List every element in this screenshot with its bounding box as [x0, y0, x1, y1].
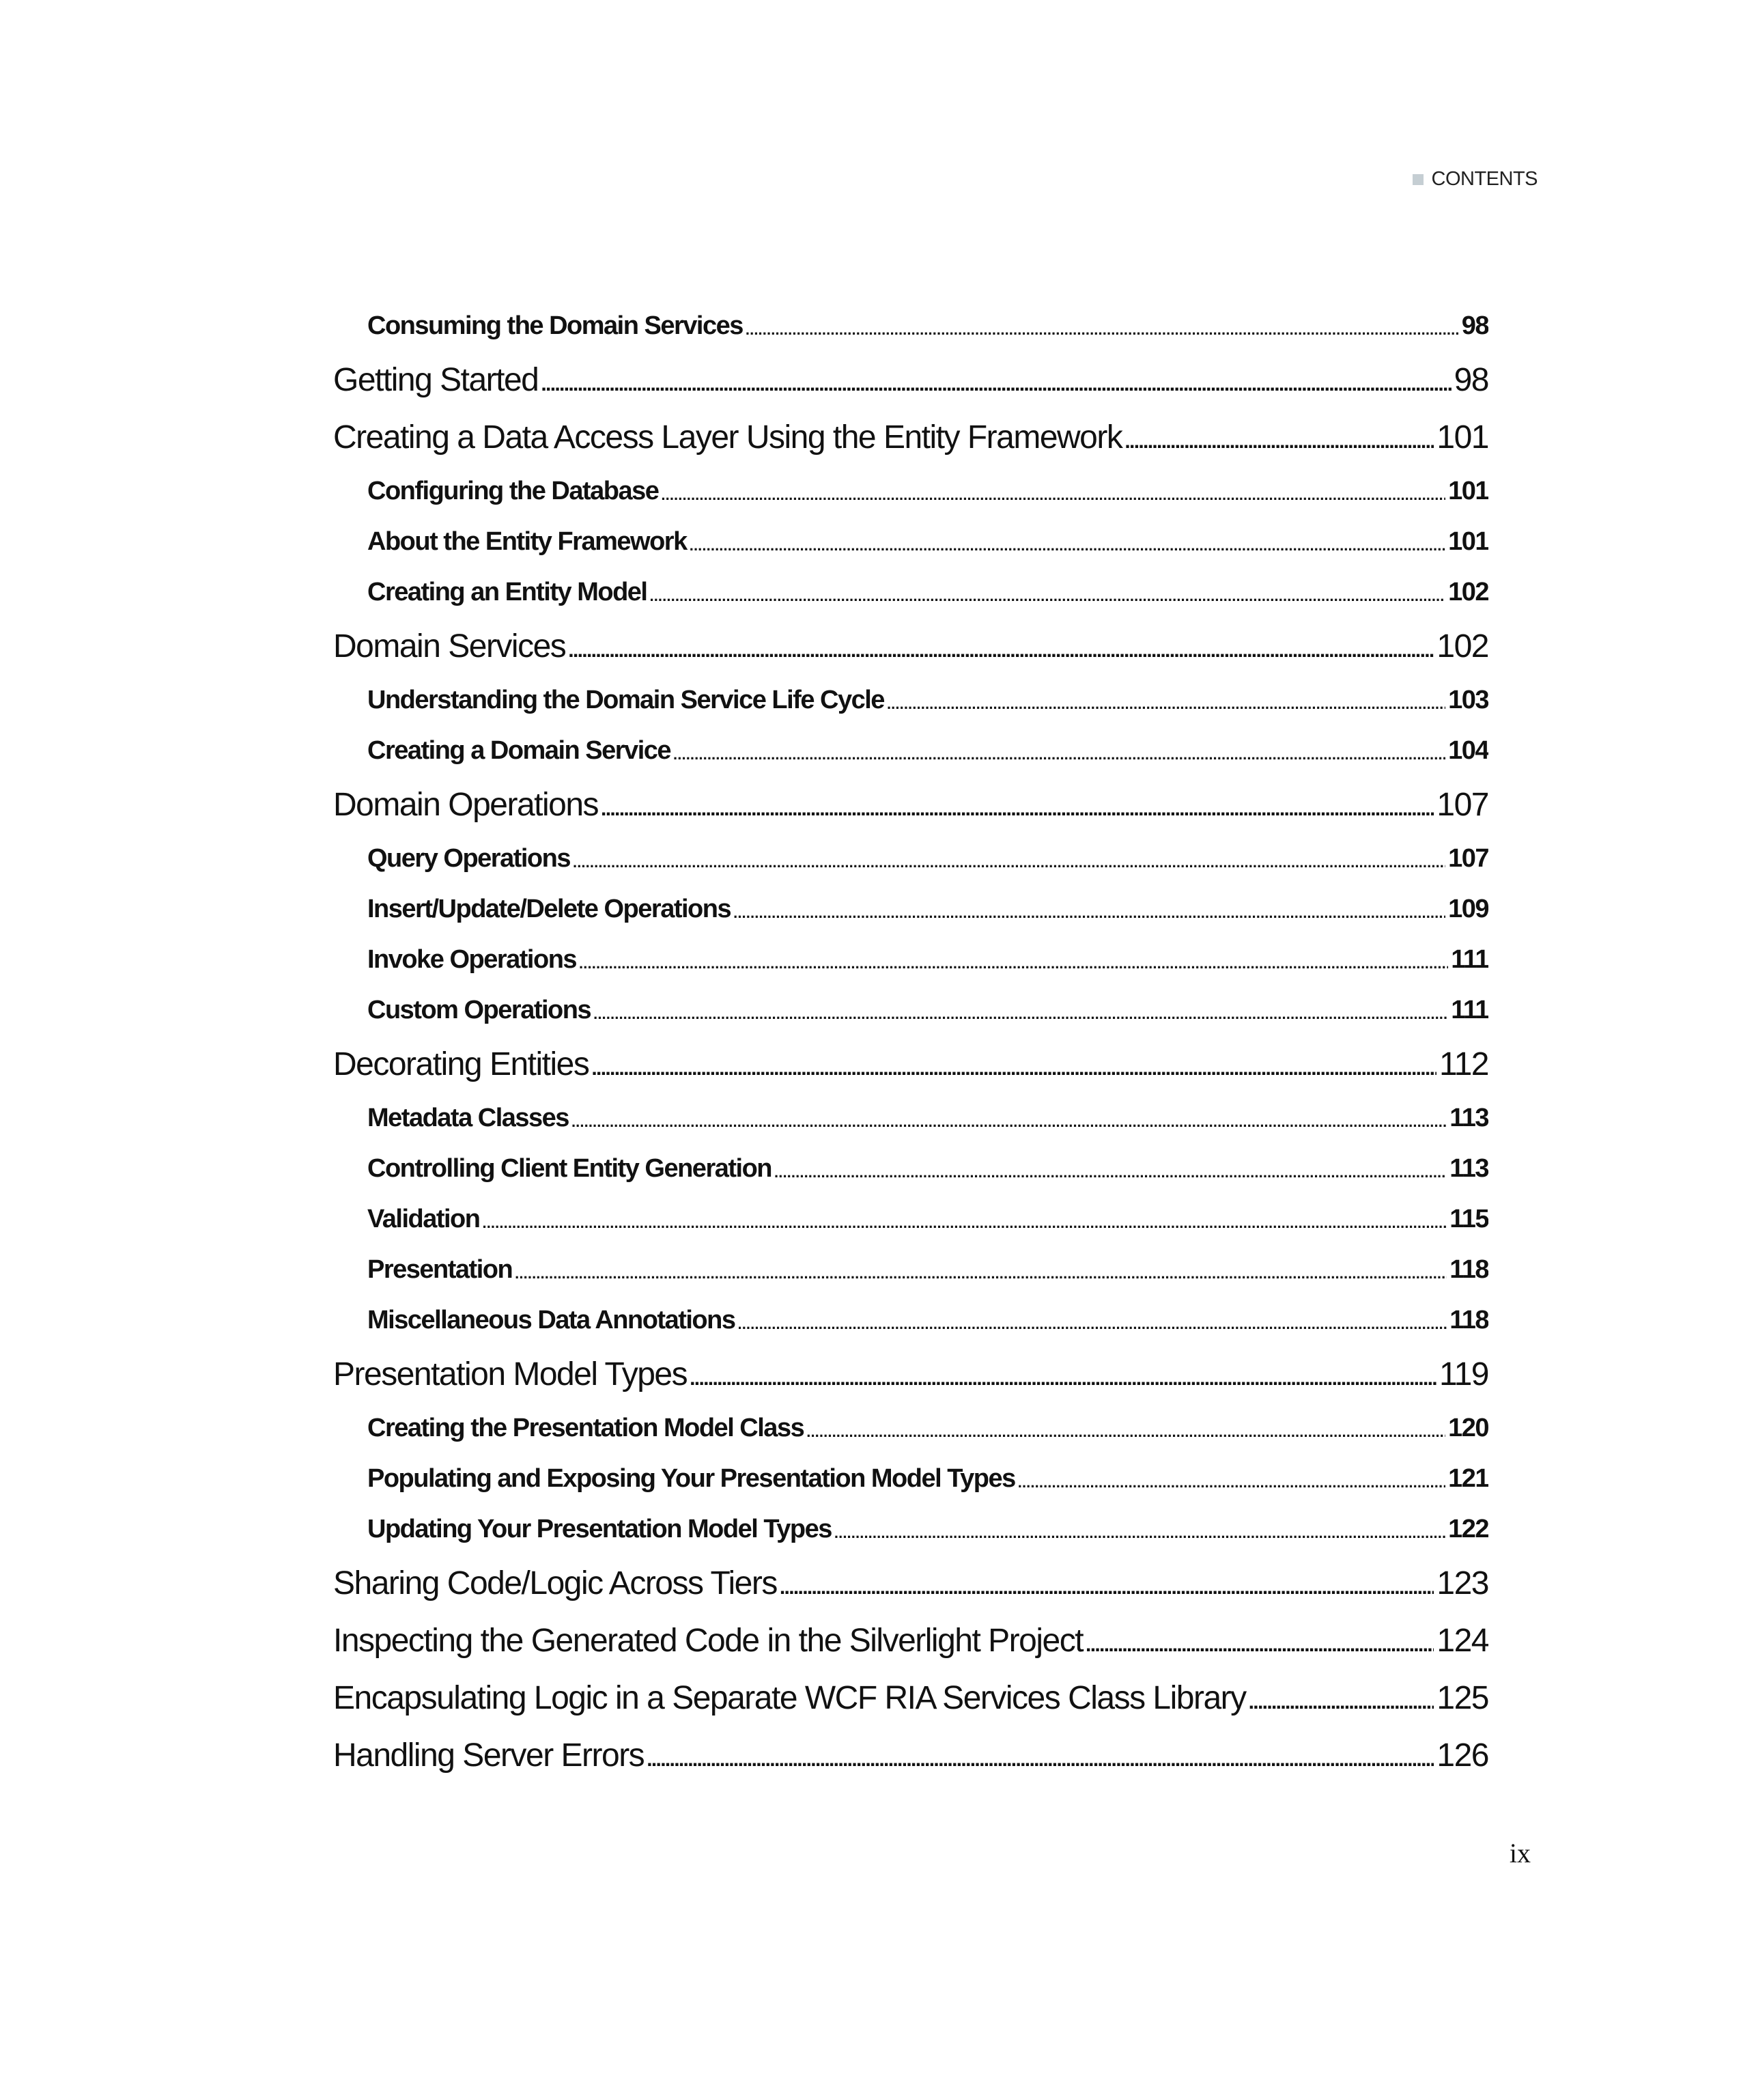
toc-entry[interactable] — [333, 351, 1488, 408]
toc-entry-page: 103 — [1448, 685, 1488, 714]
toc-entry-page: 122 — [1448, 1514, 1488, 1543]
toc-entry-title: Populating and Exposing Your Presentation Model Types — [367, 1464, 1015, 1493]
toc-entry-title: Query Operations — [367, 843, 570, 873]
toc-entry-page: 111 — [1451, 995, 1488, 1024]
toc-entry-title: Insert/Update/Delete Operations — [367, 894, 731, 923]
toc-entry-page: 98 — [1461, 311, 1488, 340]
dot-leader — [591, 1035, 1436, 1093]
toc-entry-title: Validation — [367, 1204, 480, 1233]
dot-leader — [579, 934, 1448, 985]
toc-entry-page: 118 — [1449, 1255, 1488, 1284]
running-head-label: CONTENTS — [1431, 168, 1538, 190]
dot-leader — [541, 351, 1451, 408]
toc-entry[interactable] — [333, 1143, 1488, 1194]
toc-entry[interactable] — [333, 1669, 1488, 1726]
toc-entry-page: 113 — [1449, 1103, 1488, 1132]
toc-entry-page: 119 — [1439, 1356, 1488, 1392]
toc-entry-page: 107 — [1448, 843, 1488, 873]
toc-entry[interactable] — [333, 1504, 1488, 1554]
toc-entry-page: 115 — [1449, 1204, 1488, 1233]
running-head — [1413, 168, 1538, 191]
toc-entry[interactable] — [333, 516, 1488, 567]
dot-leader — [1124, 408, 1434, 466]
toc-entry-title: Domain Operations — [333, 786, 599, 823]
dot-leader — [1249, 1669, 1434, 1726]
dot-leader — [673, 725, 1445, 776]
dot-leader — [834, 1504, 1445, 1554]
toc-entry-page: 101 — [1448, 476, 1488, 505]
toc-entry-page: 123 — [1436, 1565, 1488, 1601]
toc-entry[interactable] — [333, 675, 1488, 725]
toc-entry[interactable] — [333, 617, 1488, 675]
toc-entry-title: Custom Operations — [367, 995, 591, 1024]
toc-entry[interactable] — [333, 725, 1488, 776]
toc-entry[interactable] — [333, 1554, 1488, 1612]
dot-leader — [601, 776, 1434, 833]
dot-leader — [1018, 1453, 1445, 1504]
toc-entry[interactable] — [333, 1244, 1488, 1295]
dot-leader — [780, 1554, 1434, 1612]
toc-entry-page: 98 — [1454, 361, 1488, 398]
toc-entry-page: 124 — [1436, 1622, 1488, 1659]
dot-leader — [661, 466, 1445, 516]
toc-entry-page: 109 — [1448, 894, 1488, 923]
toc-entry-title: Configuring the Database — [367, 476, 659, 505]
toc-entry-title: Getting Started — [333, 361, 539, 398]
toc-entry-page: 125 — [1436, 1679, 1488, 1716]
toc-entry-title: Consuming the Domain Services — [367, 311, 743, 340]
toc-entry-page: 118 — [1449, 1305, 1488, 1334]
toc-entry-title: Metadata Classes — [367, 1103, 569, 1132]
dot-leader — [774, 1143, 1447, 1194]
dot-leader — [1086, 1612, 1434, 1669]
toc-entry-page: 107 — [1436, 786, 1488, 823]
toc-entry-title: Miscellaneous Data Annotations — [367, 1305, 735, 1334]
dot-leader — [690, 516, 1445, 567]
dot-leader — [515, 1244, 1447, 1295]
toc-entry-page: 101 — [1448, 527, 1488, 556]
toc-entry-title: Sharing Code/Logic Across Tiers — [333, 1565, 777, 1601]
toc-entry-page: 113 — [1449, 1153, 1488, 1183]
dot-leader — [733, 884, 1445, 934]
toc-entry-title: Decorating Entities — [333, 1046, 589, 1082]
toc-entry-page: 104 — [1448, 736, 1488, 765]
toc-entry[interactable] — [333, 1612, 1488, 1669]
toc-entry-page: 102 — [1448, 577, 1488, 606]
page-number: ix — [1509, 1838, 1531, 1868]
dot-leader — [887, 675, 1445, 725]
dot-leader — [647, 1726, 1434, 1784]
dot-leader — [568, 617, 1434, 675]
toc-entry[interactable] — [333, 1194, 1488, 1244]
dot-leader — [746, 300, 1459, 351]
dot-leader — [593, 985, 1448, 1035]
toc-entry[interactable] — [333, 300, 1488, 351]
toc-entry-title: Creating a Domain Service — [367, 736, 671, 765]
toc-entry-page: 101 — [1436, 419, 1488, 456]
square-bullet-icon — [1413, 174, 1424, 185]
toc-entry[interactable] — [333, 466, 1488, 516]
toc-entry[interactable] — [333, 1035, 1488, 1093]
dot-leader — [690, 1345, 1436, 1403]
toc-entry[interactable] — [333, 776, 1488, 833]
table-of-contents — [333, 300, 1488, 1784]
dot-leader — [737, 1295, 1447, 1345]
toc-entry-page: 126 — [1436, 1737, 1488, 1774]
toc-entry-title: Creating a Data Access Layer Using the Entity Framework — [333, 419, 1122, 456]
toc-entry[interactable] — [333, 985, 1488, 1035]
toc-entry-title: Creating the Presentation Model Class — [367, 1413, 804, 1442]
toc-entry-title: Invoke Operations — [367, 944, 577, 974]
toc-entry-title: Encapsulating Logic in a Separate WCF RIA Services Class Library — [333, 1679, 1246, 1716]
toc-entry[interactable] — [333, 934, 1488, 985]
toc-entry[interactable] — [333, 1295, 1488, 1345]
toc-entry-page: 111 — [1451, 944, 1488, 974]
toc-entry-title: Understanding the Domain Service Life Cycle — [367, 685, 884, 714]
toc-entry[interactable] — [333, 408, 1488, 466]
dot-leader — [649, 567, 1445, 617]
toc-entry-title: Presentation Model Types — [333, 1356, 688, 1392]
toc-entry-page: 102 — [1436, 628, 1488, 664]
dot-leader — [482, 1194, 1447, 1244]
toc-entry[interactable] — [333, 833, 1488, 884]
dot-leader — [806, 1403, 1445, 1453]
toc-entry-title: Controlling Client Entity Generation — [367, 1153, 772, 1183]
toc-entry[interactable] — [333, 884, 1488, 934]
toc-entry[interactable] — [333, 1345, 1488, 1403]
toc-entry[interactable] — [333, 1403, 1488, 1453]
toc-entry-page: 112 — [1439, 1046, 1488, 1082]
toc-entry-title: Updating Your Presentation Model Types — [367, 1514, 832, 1543]
dot-leader — [571, 1093, 1447, 1143]
toc-entry-title: Creating an Entity Model — [367, 577, 647, 606]
toc-entry-title: Handling Server Errors — [333, 1737, 645, 1774]
toc-entry[interactable] — [333, 1093, 1488, 1143]
toc-entry-title: About the Entity Framework — [367, 527, 687, 556]
toc-entry-title: Presentation — [367, 1255, 513, 1284]
toc-entry-page: 121 — [1448, 1464, 1488, 1493]
toc-entry[interactable] — [333, 1726, 1488, 1784]
toc-entry-page: 120 — [1448, 1413, 1488, 1442]
toc-entry[interactable] — [333, 567, 1488, 617]
toc-entry[interactable] — [333, 1453, 1488, 1504]
dot-leader — [573, 833, 1445, 884]
toc-entry-title: Inspecting the Generated Code in the Silverlight Project — [333, 1622, 1084, 1659]
toc-entry-title: Domain Services — [333, 628, 566, 664]
